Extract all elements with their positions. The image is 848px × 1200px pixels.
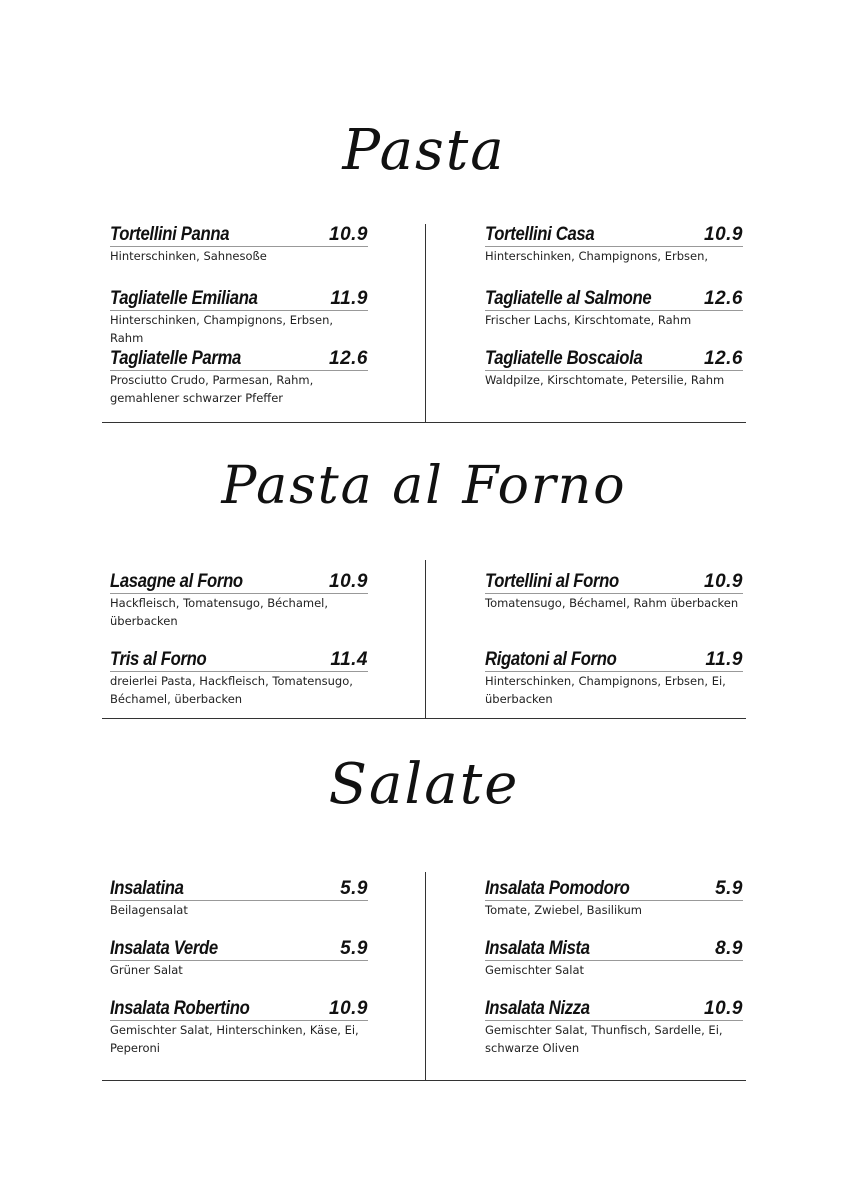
menu-item	[110, 878, 368, 919]
item-name: Insalata Mista	[485, 938, 590, 959]
column-divider	[425, 224, 426, 422]
menu-item	[485, 878, 743, 919]
item-description: Frischer Lachs, Kirschtomate, Rahm	[485, 313, 692, 327]
item-description: Hinterschinken, Champignons, Erbsen,	[485, 249, 709, 263]
item-price: 5.9	[340, 878, 368, 899]
item-description: Waldpilze, Kirschtomate, Petersilie, Rahm	[485, 373, 725, 387]
section-title-pasta: Pasta	[342, 118, 506, 183]
menu-item	[110, 288, 368, 347]
item-name: Tagliatelle Parma	[110, 348, 241, 369]
menu-section-salate	[102, 872, 746, 1081]
item-description: Prosciutto Crudo, Parmesan, Rahm, gemahlener schwarzer Pfeffer	[110, 373, 314, 405]
item-name: Insalata Verde	[110, 938, 218, 959]
item-price: 5.9	[715, 878, 743, 899]
item-name: Insalatina	[110, 878, 184, 899]
menu-item	[110, 649, 368, 708]
item-name: Rigatoni al Forno	[485, 649, 617, 670]
item-price: 11.4	[330, 649, 368, 670]
item-description: Gemischter Salat, Thunfisch, Sardelle, Ei, schwarze Oliven	[485, 1023, 723, 1055]
item-price: 10.9	[704, 998, 743, 1019]
item-name: Tortellini al Forno	[485, 571, 619, 592]
menu-item	[110, 571, 368, 630]
item-price: 5.9	[340, 938, 368, 959]
menu-item	[485, 649, 743, 708]
item-price: 8.9	[715, 938, 743, 959]
item-description: dreierlei Pasta, Hackfleisch, Tomatensugo, Béchamel, überbacken	[110, 674, 353, 706]
item-name: Lasagne al Forno	[110, 571, 243, 592]
item-name: Tortellini Casa	[485, 224, 595, 245]
item-price: 10.9	[704, 224, 743, 245]
item-price: 10.9	[329, 571, 368, 592]
column-divider	[425, 560, 426, 718]
menu-item	[485, 348, 743, 389]
menu-item	[485, 224, 743, 265]
item-price: 12.6	[704, 348, 743, 369]
column-divider	[425, 872, 426, 1080]
menu-item	[110, 348, 368, 407]
menu-item	[485, 938, 743, 979]
item-description: Gemischter Salat, Hinterschinken, Käse, Ei, Peperoni	[110, 1023, 359, 1055]
item-description: Hackfleisch, Tomatensugo, Béchamel, überbacken	[110, 596, 329, 628]
item-name: Tagliatelle Emiliana	[110, 288, 258, 309]
item-name: Tortellini Panna	[110, 224, 230, 245]
item-price: 12.6	[704, 288, 743, 309]
item-price: 10.9	[329, 224, 368, 245]
item-description: Beilagensalat	[110, 903, 188, 917]
item-price: 12.6	[329, 348, 368, 369]
item-name: Insalata Robertino	[110, 998, 250, 1019]
item-price: 11.9	[705, 649, 743, 670]
item-description: Tomate, Zwiebel, Basilikum	[485, 903, 642, 917]
menu-item	[485, 288, 743, 329]
item-description: Tomatensugo, Béchamel, Rahm überbacken	[485, 596, 739, 610]
item-name: Tris al Forno	[110, 649, 207, 670]
menu-section-pasta-al-forno	[102, 560, 746, 719]
section-title-salate: Salate	[328, 752, 520, 817]
item-price: 10.9	[329, 998, 368, 1019]
menu-item	[485, 571, 743, 612]
section-title-pasta-al-forno: Pasta al Forno	[221, 456, 627, 516]
item-name: Insalata Nizza	[485, 998, 590, 1019]
menu-item	[110, 224, 368, 265]
item-name: Tagliatelle al Salmone	[485, 288, 652, 309]
item-price: 11.9	[330, 288, 368, 309]
item-name: Tagliatelle Boscaiola	[485, 348, 643, 369]
item-description: Hinterschinken, Champignons, Erbsen, Ei, überbacken	[485, 674, 726, 706]
menu-item	[110, 998, 368, 1057]
menu-item	[110, 938, 368, 979]
item-description: Grüner Salat	[110, 963, 183, 977]
item-price: 10.9	[704, 571, 743, 592]
item-description: Hinterschinken, Champignons, Erbsen, Rahm	[110, 313, 334, 345]
item-description: Gemischter Salat	[485, 963, 585, 977]
menu-item	[485, 998, 743, 1057]
item-name: Insalata Pomodoro	[485, 878, 630, 899]
item-description: Hinterschinken, Sahnesoße	[110, 249, 267, 263]
menu-section-pasta	[102, 224, 746, 423]
